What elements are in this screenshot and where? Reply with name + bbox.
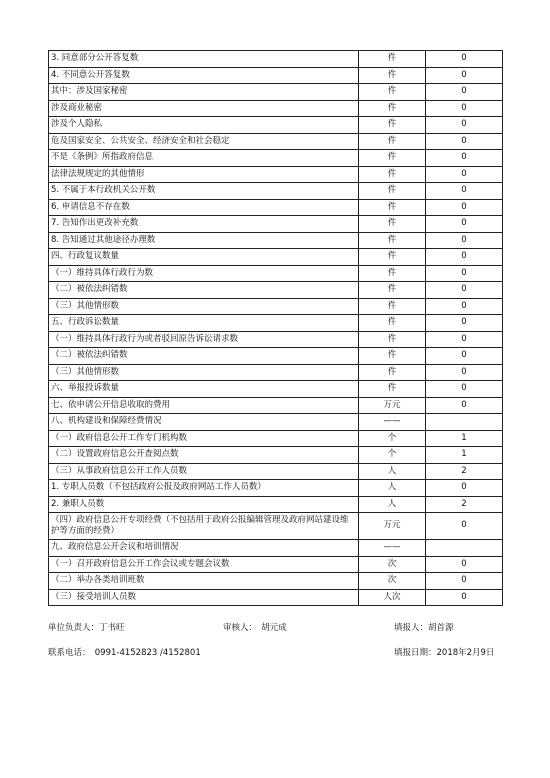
table-row [49,67,503,84]
row-value: 0 [426,480,503,497]
row-item-label: （四）政府信息公开专项经费（不包括用于政府公报编辑管理及政府网站建设维护等方面的经费） [49,513,359,540]
table-row [49,496,503,513]
row-unit: 件 [359,150,426,167]
row-value: 0 [426,166,503,183]
row-item-label: 6. 申请信息不存在数 [49,199,359,216]
row-unit: —— [359,540,426,557]
row-value: 0 [426,216,503,233]
row-item-label: 八、机构建设和保障经费情况 [49,414,359,431]
row-unit: 万元 [359,513,426,540]
row-item-label: （二）被依法纠错数 [49,282,359,299]
row-value: 0 [426,315,503,332]
table-row [49,447,503,464]
report-date: 填报日期：2018年2月9日 [394,648,495,658]
row-unit: 件 [359,133,426,150]
row-item-label: 七、依申请公开信息收取的费用 [49,397,359,414]
row-item-label: 1. 专职人员数（不包括政府公报及政府网站工作人员数） [49,480,359,497]
contact-phone: 联系电话： 0991-4152823 /4152801 [48,648,201,658]
table-row [49,573,503,590]
row-value: 0 [426,556,503,573]
row-value: 0 [426,513,503,540]
row-unit: 件 [359,216,426,233]
row-value: 1 [426,447,503,464]
row-value: 0 [426,84,503,101]
row-value: 0 [426,117,503,134]
row-unit: 件 [359,84,426,101]
row-value: 0 [426,589,503,606]
row-value: 0 [426,150,503,167]
table-row [49,183,503,200]
row-value: 2 [426,463,503,480]
row-unit: 次 [359,573,426,590]
table-row [49,150,503,167]
row-value: 0 [426,348,503,365]
signature-line [48,621,502,635]
row-item-label: 四、行政复议数量 [49,249,359,266]
row-unit: 件 [359,117,426,134]
row-unit: 件 [359,348,426,365]
row-unit: 件 [359,315,426,332]
table-row [49,430,503,447]
row-unit: 件 [359,298,426,315]
row-item-label: 3. 同意部分公开答复数 [49,51,359,68]
table-row [49,249,503,266]
row-item-label: 六、举报投诉数量 [49,381,359,398]
row-value: 0 [426,282,503,299]
row-value: 0 [426,573,503,590]
statistics-table [48,50,503,606]
table-row [49,298,503,315]
row-value: 0 [426,100,503,117]
table-row [49,166,503,183]
table-row [49,556,503,573]
row-unit: 人次 [359,589,426,606]
row-value: 0 [426,265,503,282]
row-value: 2 [426,496,503,513]
row-unit: 人 [359,496,426,513]
reviewer: 审核人： 胡元成 [223,623,287,633]
preparer: 填报人：胡首源 [394,623,454,633]
row-unit: 件 [359,232,426,249]
responsible-person: 单位负责人：丁书旺 [48,623,125,633]
row-item-label: （三）从事政府信息公开工作人员数 [49,463,359,480]
contact-line [48,646,502,660]
row-value: 0 [426,51,503,68]
row-value: 0 [426,249,503,266]
row-unit: 件 [359,265,426,282]
table-row [49,331,503,348]
row-unit: 件 [359,183,426,200]
statistics-sheet [48,50,502,606]
table-row [49,216,503,233]
row-item-label: 5. 不属于本行政机关公开数 [49,183,359,200]
row-unit: 件 [359,249,426,266]
row-item-label: 7. 告知作出更改补充数 [49,216,359,233]
row-unit: 件 [359,364,426,381]
row-value [426,414,503,431]
table-body [49,51,503,606]
row-value: 0 [426,364,503,381]
row-item-label: 涉及个人隐私 [49,117,359,134]
table-row [49,117,503,134]
row-item-label: 九、政府信息公开会议和培训情况 [49,540,359,557]
row-unit: 次 [359,556,426,573]
table-row [49,513,503,540]
row-unit: 人 [359,463,426,480]
row-value: 0 [426,183,503,200]
row-item-label: （二）被依法纠错数 [49,348,359,365]
row-unit: 万元 [359,397,426,414]
row-unit: —— [359,414,426,431]
row-unit: 件 [359,331,426,348]
row-item-label: 8. 告知通过其他途径办理数 [49,232,359,249]
row-item-label: （三）接受培训人员数 [49,589,359,606]
row-item-label: 4. 不同意公开答复数 [49,67,359,84]
table-row [49,100,503,117]
row-item-label: 其中：涉及国家秘密 [49,84,359,101]
row-item-label: （二）举办各类培训班数 [49,573,359,590]
row-item-label: 2. 兼职人员数 [49,496,359,513]
row-value: 0 [426,232,503,249]
row-unit: 件 [359,282,426,299]
row-item-label: （一）召开政府信息公开工作会议或专题会议数 [49,556,359,573]
row-value: 0 [426,133,503,150]
row-unit: 件 [359,381,426,398]
row-item-label: 五、行政诉讼数量 [49,315,359,332]
table-row [49,364,503,381]
row-item-label: 涉及商业秘密 [49,100,359,117]
row-item-label: （一）维持具体行政行为或者驳回原告诉讼请求数 [49,331,359,348]
row-value: 0 [426,199,503,216]
row-value [426,540,503,557]
table-row [49,463,503,480]
row-unit: 人 [359,480,426,497]
table-row [49,397,503,414]
row-item-label: （三）其他情形数 [49,298,359,315]
row-value: 0 [426,67,503,84]
table-row [49,348,503,365]
row-item-label: 法律法规规定的其他情形 [49,166,359,183]
table-row [49,381,503,398]
table-row [49,315,503,332]
row-unit: 个 [359,430,426,447]
row-item-label: （一）政府信息公开工作专门机构数 [49,430,359,447]
table-row [49,414,503,431]
row-value: 0 [426,381,503,398]
row-value: 0 [426,298,503,315]
row-item-label: （三）其他情形数 [49,364,359,381]
row-item-label: 不是《条例》所指政府信息 [49,150,359,167]
table-row [49,265,503,282]
table-row [49,84,503,101]
row-unit: 件 [359,166,426,183]
row-value: 0 [426,331,503,348]
row-unit: 件 [359,199,426,216]
table-row [49,51,503,68]
table-row [49,540,503,557]
row-value: 1 [426,430,503,447]
table-row [49,480,503,497]
row-unit: 件 [359,100,426,117]
table-row [49,589,503,606]
table-row [49,232,503,249]
table-row [49,133,503,150]
table-row [49,199,503,216]
row-item-label: 危及国家安全、公共安全、经济安全和社会稳定 [49,133,359,150]
table-row [49,282,503,299]
row-item-label: （二）设置政府信息公开查阅点数 [49,447,359,464]
row-value: 0 [426,397,503,414]
row-unit: 件 [359,67,426,84]
row-unit: 件 [359,51,426,68]
row-item-label: （一）维持具体行政行为数 [49,265,359,282]
row-unit: 个 [359,447,426,464]
